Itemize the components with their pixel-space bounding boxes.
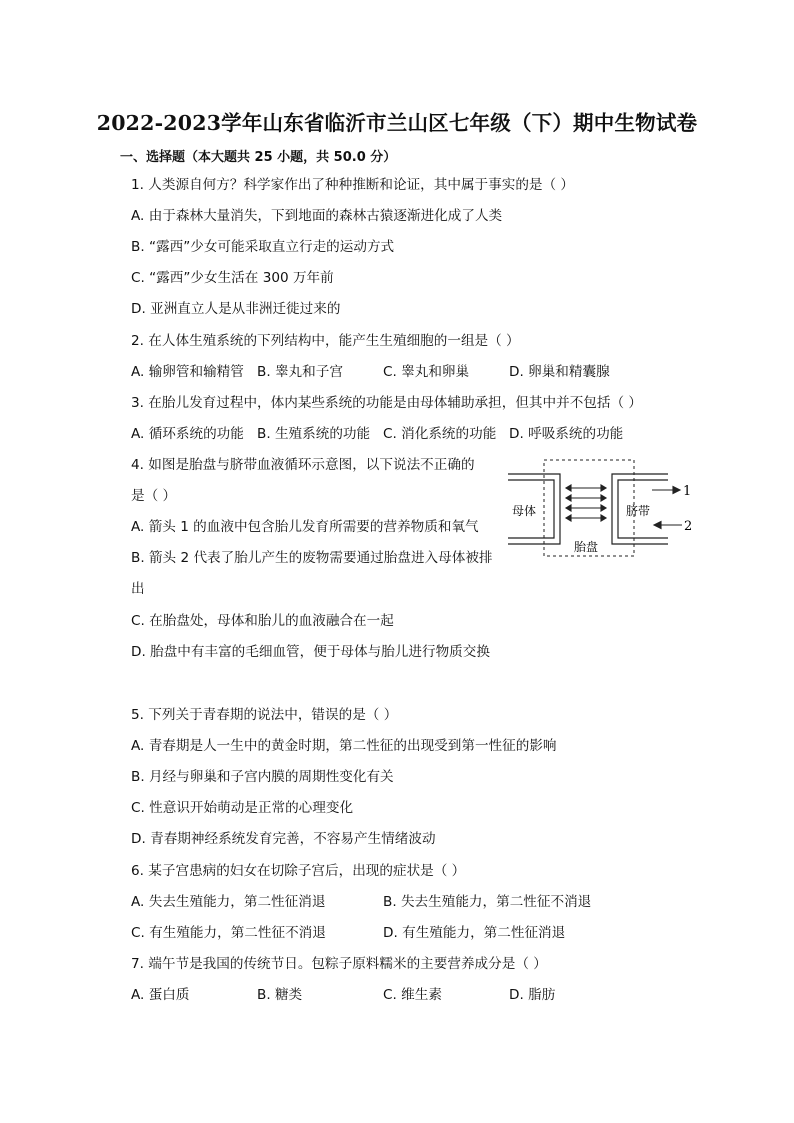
q6-options-row2: [131, 924, 565, 942]
q7-option-d: D. 脂肪: [509, 987, 556, 1003]
q2-stem: 2. 在人体生殖系统的下列结构中，能产生生殖细胞的一组是（ ）: [131, 333, 520, 349]
section-heading: 一、选择题（本大题共 25 小题，共 50.0 分）: [120, 150, 397, 165]
q6-options-row1: [131, 893, 591, 911]
q5-option-b: B. 月经与卵巢和子宫内膜的周期性变化有关: [131, 769, 394, 785]
label-cord: 脐带: [626, 504, 651, 518]
q5-stem: 5. 下列关于青春期的说法中，错误的是（ ）: [131, 707, 398, 723]
q7-stem: 7. 端午节是我国的传统节日。包粽子原料糯米的主要营养成分是（ ）: [131, 956, 547, 972]
q1-option-b: B. “露西”少女可能采取直立行走的运动方式: [131, 239, 395, 255]
q1-option-d: D. 亚洲直立人是从非洲迁徙过来的: [131, 301, 341, 317]
flow-arrows: [652, 487, 682, 529]
label-arrow-1: 1: [683, 484, 692, 499]
q2-option-a: A. 输卵管和输精管: [131, 364, 244, 380]
q1-stem: 1. 人类源自何方？科学家作出了种种推断和论证，其中属于事实的是（ ）: [131, 177, 575, 193]
exchange-arrows: [566, 485, 606, 521]
q2-options: [131, 363, 610, 381]
q5-option-d: D. 青春期神经系统发育完善，不容易产生情绪波动: [131, 831, 436, 847]
q3-stem: 3. 在胎儿发育过程中，体内某些系统的功能是由母体辅助承担，但其中并不包括（ ）: [131, 395, 642, 411]
q2-option-b: B. 睾丸和子宫: [257, 364, 343, 380]
q2-option-d: D. 卵巢和精囊腺: [509, 364, 610, 380]
q3-option-a: A. 循环系统的功能: [131, 426, 244, 442]
q7-option-b: B. 糖类: [257, 987, 303, 1003]
q4-option-b-line1: B. 箭头 2 代表了胎儿产生的废物需要通过胎盘进入母体被排: [131, 550, 493, 566]
q7-options: [131, 986, 555, 1004]
q4-stem-line1: 4. 如图是胎盘与脐带血液循环示意图，以下说法不正确的: [131, 457, 475, 473]
q1-option-c: C. “露西”少女生活在 300 万年前: [131, 270, 334, 286]
q6-option-c: C. 有生殖能力，第二性征不消退: [131, 925, 326, 941]
label-mother: 母体: [512, 504, 537, 518]
q6-option-d: D. 有生殖能力，第二性征消退: [383, 925, 566, 941]
placenta-diagram: [508, 458, 698, 558]
q4-stem-line2: 是（ ）: [131, 488, 177, 504]
q3-option-b: B. 生殖系统的功能: [257, 426, 371, 442]
q6-stem: 6. 某子宫患病的妇女在切除子宫后，出现的症状是（ ）: [131, 863, 466, 879]
q1-option-a: A. 由于森林大量消失，下到地面的森林古猿逐渐进化成了人类: [131, 208, 503, 224]
label-placenta: 胎盘: [574, 540, 599, 554]
q4-option-d: D. 胎盘中有丰富的毛细血管，便于母体与胎儿进行物质交换: [131, 644, 490, 660]
q3-option-c: C. 消化系统的功能: [383, 426, 497, 442]
q3-option-d: D. 呼吸系统的功能: [509, 426, 624, 442]
q4-option-b-line2: 出: [131, 581, 145, 597]
exam-title: 2022-2023学年山东省临沂市兰山区七年级（下）期中生物试卷: [96, 111, 698, 135]
label-arrow-2: 2: [684, 519, 693, 534]
q6-option-a: A. 失去生殖能力，第二性征消退: [131, 894, 326, 910]
q2-option-c: C. 睾丸和卵巢: [383, 364, 470, 380]
q5-option-a: A. 青春期是人一生中的黄金时期，第二性征的出现受到第一性征的影响: [131, 738, 557, 754]
q4-option-c: C. 在胎盘处，母体和胎儿的血液融合在一起: [131, 613, 394, 629]
arrow-2-icon: [654, 522, 661, 529]
q7-option-c: C. 维生素: [383, 987, 442, 1003]
q6-option-b: B. 失去生殖能力，第二性征不消退: [383, 894, 592, 910]
q5-option-c: C. 性意识开始萌动是正常的心理变化: [131, 800, 354, 816]
q7-option-a: A. 蛋白质: [131, 987, 190, 1003]
arrow-1-icon: [673, 487, 680, 494]
q3-options: [131, 425, 623, 443]
q4-option-a: A. 箭头 1 的血液中包含胎儿发育所需要的营养物质和氧气: [131, 519, 479, 535]
